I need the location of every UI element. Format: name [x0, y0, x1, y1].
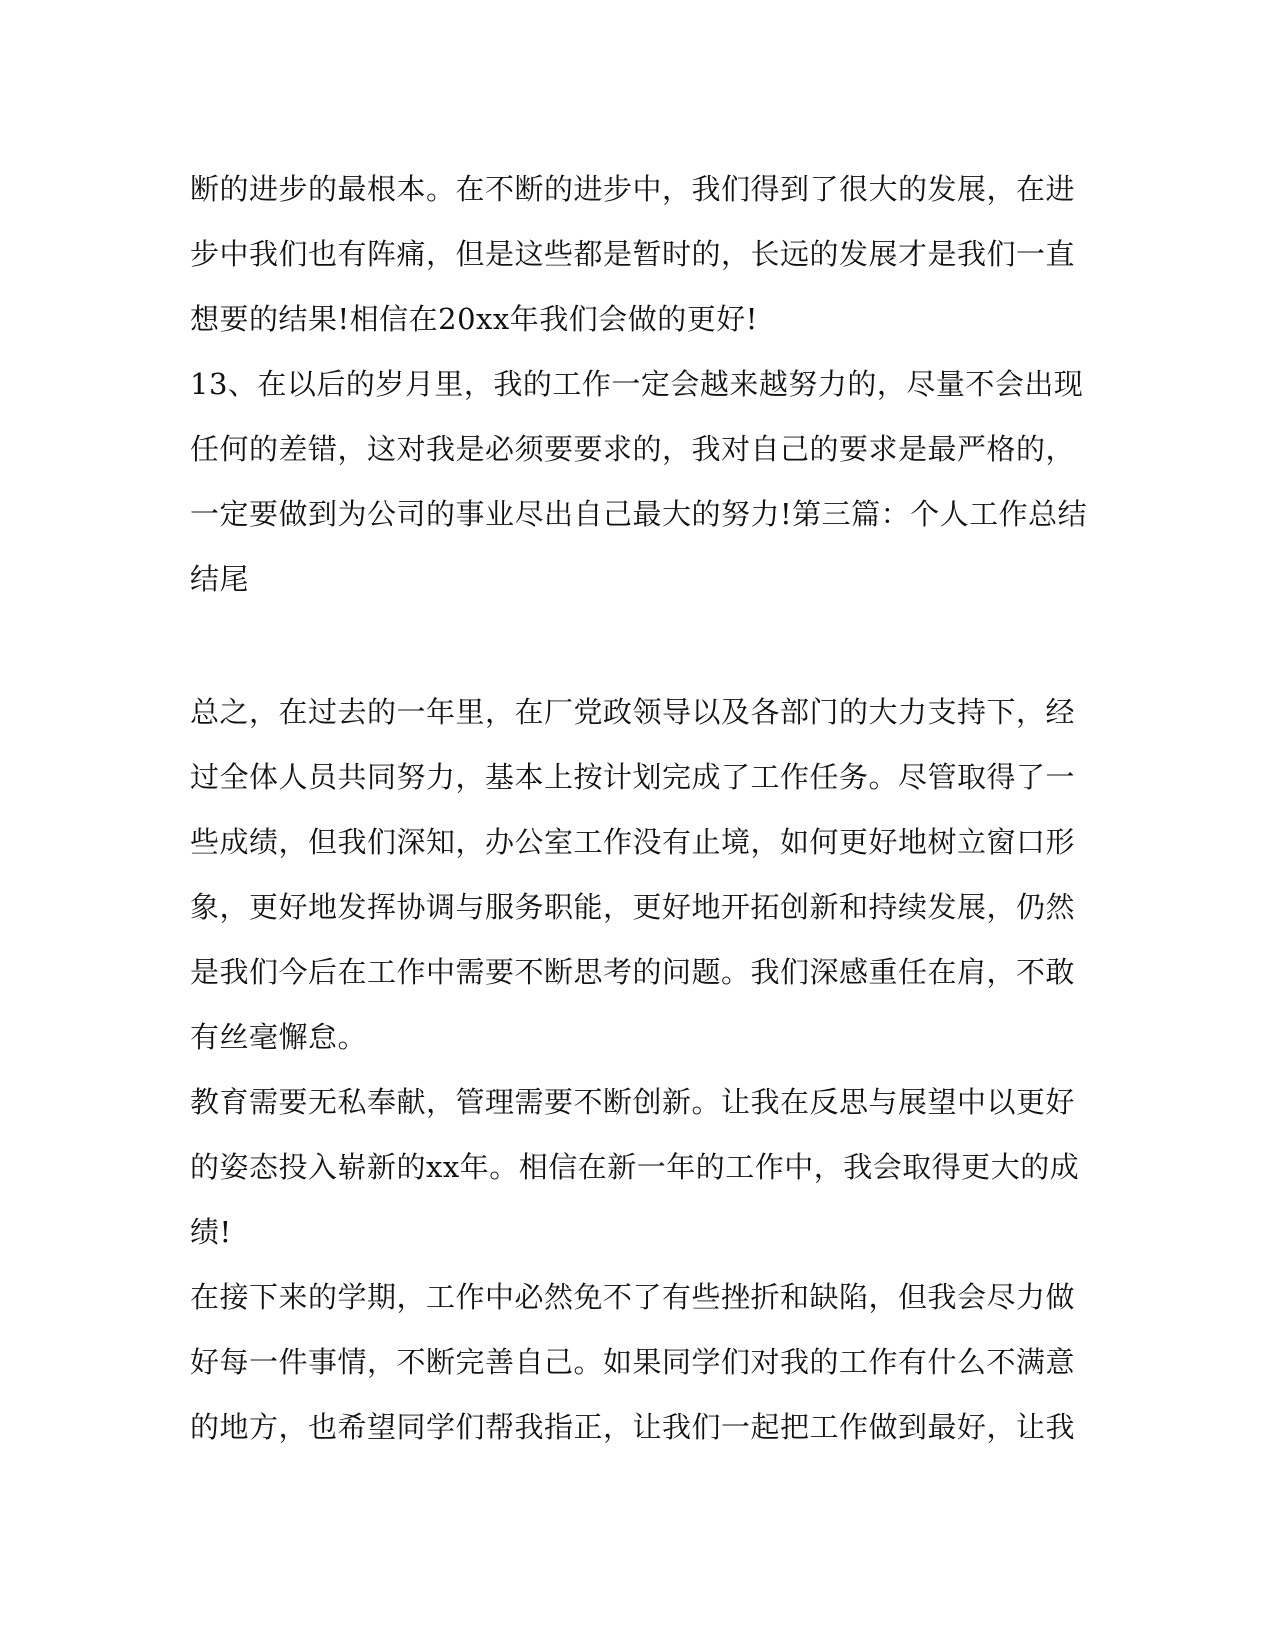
- text-line: 过全体人员共同努力，基本上按计划完成了工作任务。尽管取得了一: [190, 760, 1076, 794]
- text-line: 象，更好地发挥协调与服务职能，更好地开拓创新和持续发展，仍然: [190, 890, 1076, 924]
- text-line: 总之，在过去的一年里，在厂党政领导以及各部门的大力支持下，经: [190, 695, 1076, 729]
- text-line: 任何的差错，这对我是必须要要求的，我对自己的要求是最严格的，: [190, 432, 1076, 466]
- text-line: 好每一件事情，不断完善自己。如果同学们对我的工作有什么不满意: [190, 1345, 1076, 1379]
- text-line: 在接下来的学期，工作中必然免不了有些挫折和缺陷，但我会尽力做: [190, 1280, 1076, 1314]
- text-line: 步中我们也有阵痛，但是这些都是暂时的，长远的发展才是我们一直: [190, 237, 1076, 271]
- text-line: 是我们今后在工作中需要不断思考的问题。我们深感重任在肩，不敢: [190, 955, 1076, 989]
- text-line: 绩!: [190, 1215, 232, 1249]
- text-line: 一定要做到为公司的事业尽出自己最大的努力!第三篇：个人工作总结: [190, 497, 1088, 531]
- text-line: 的姿态投入崭新的xx年。相信在新一年的工作中，我会取得更大的成: [190, 1150, 1080, 1184]
- text-section-b: [190, 680, 1090, 1460]
- text-line: 的地方，也希望同学们帮我指正，让我们一起把工作做到最好，让我: [190, 1410, 1076, 1444]
- text-line: 结尾: [190, 562, 250, 596]
- text-line: 想要的结果!相信在20xx年我们会做的更好!: [190, 302, 758, 336]
- text-line: 13、在以后的岁月里，我的工作一定会越来越努力的，尽量不会出现: [190, 367, 1084, 401]
- text-section-a: [190, 157, 1090, 612]
- text-line: 断的进步的最根本。在不断的进步中，我们得到了很大的发展，在进: [190, 172, 1076, 206]
- text-line: 些成绩，但我们深知，办公室工作没有止境，如何更好地树立窗口形: [190, 825, 1076, 859]
- text-line: 有丝毫懈怠。: [190, 1020, 368, 1054]
- text-line: 教育需要无私奉献，管理需要不断创新。让我在反思与展望中以更好: [190, 1085, 1076, 1119]
